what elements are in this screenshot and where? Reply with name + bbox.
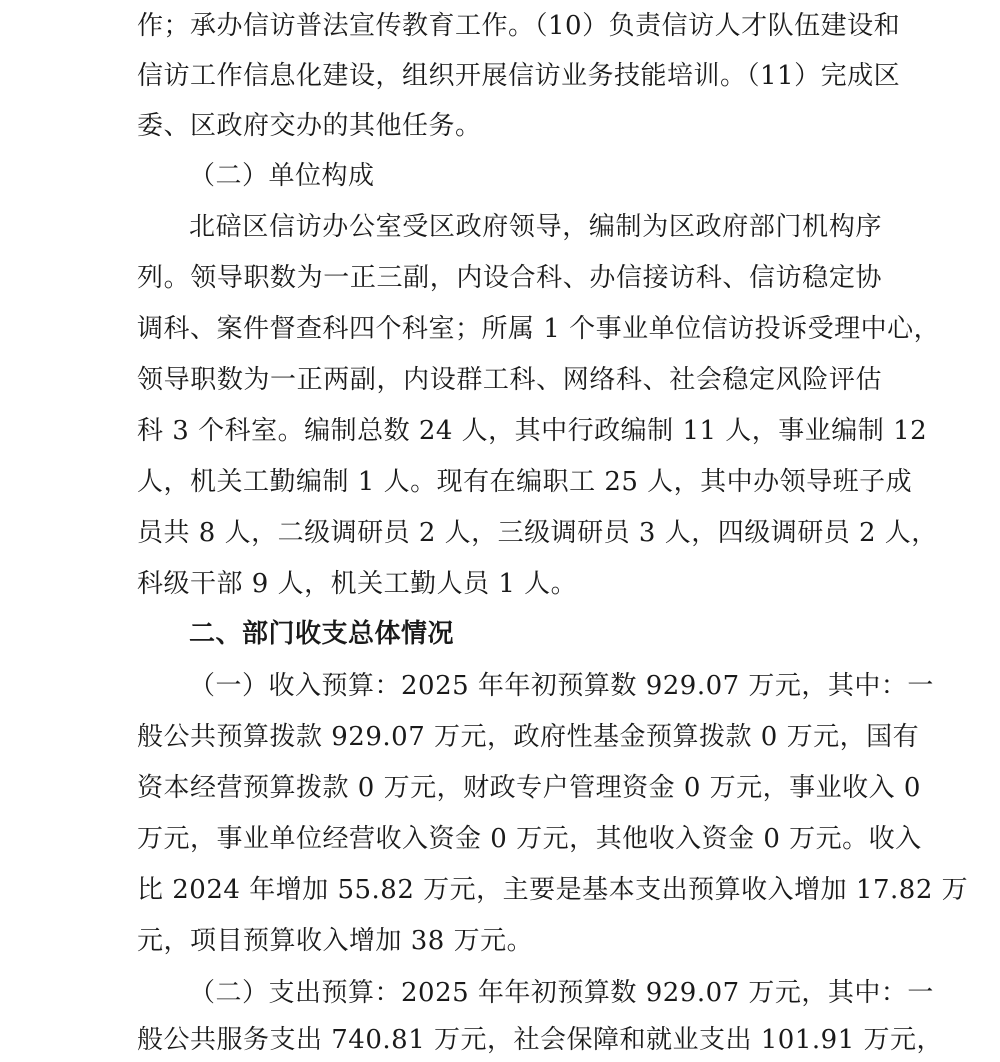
paragraph-line: 资本经营预算拨款 0 万元，财政专户管理资金 0 万元，事业收入 0: [137, 773, 921, 803]
paragraph-line: 作；承办信访普法宣传教育工作。（10）负责信访人才队伍建设和: [137, 11, 901, 41]
paragraph-line: 万元，事业单位经营收入资金 0 万元，其他收入资金 0 万元。收入: [137, 824, 922, 854]
paragraph-line: 委、区政府交办的其他任务。: [137, 111, 482, 141]
paragraph-line: 人，机关工勤编制 1 人。现有在编职工 25 人，其中办领导班子成: [137, 467, 913, 497]
section-heading-budget-overview: 二、部门收支总体情况: [189, 619, 455, 649]
paragraph-line: 列。领导职数为一正三副，内设合科、办信接访科、信访稳定协: [137, 263, 882, 293]
paragraph-line: 元，项目预算收入增加 38 万元。: [137, 926, 534, 956]
paragraph-line: （一）收入预算：2025 年年初预算数 929.07 万元，其中：一: [189, 671, 934, 701]
paragraph-line: 般公共服务支出 740.81 万元，社会保障和就业支出 101.91 万元，: [137, 1025, 944, 1055]
paragraph-line: 领导职数为一正两副，内设群工科、网络科、社会稳定风险评估: [137, 365, 882, 395]
paragraph-line: 信访工作信息化建设，组织开展信访业务技能培训。（11）完成区: [137, 61, 901, 91]
paragraph-line: 比 2024 年增加 55.82 万元，主要是基本支出预算收入增加 17.82 万: [137, 875, 969, 905]
paragraph-line: （二）支出预算：2025 年年初预算数 929.07 万元，其中：一: [189, 978, 934, 1008]
paragraph-line: 般公共预算拨款 929.07 万元，政府性基金预算拨款 0 万元，国有: [137, 722, 920, 752]
paragraph-line: 调科、案件督查科四个科室；所属 1 个事业单位信访投诉受理中心，: [137, 314, 941, 344]
paragraph-line: 员共 8 人，二级调研员 2 人，三级调研员 3 人，四级调研员 2 人，: [137, 518, 938, 548]
paragraph-line: 北碚区信访办公室受区政府领导，编制为区政府部门机构序: [189, 212, 882, 242]
paragraph-line: 科级干部 9 人，机关工勤人员 1 人。: [137, 569, 578, 599]
paragraph-line: 科 3 个科室。编制总数 24 人，其中行政编制 11 人，事业编制 12: [137, 416, 928, 446]
section-subheading-unit-structure: （二）单位构成: [189, 161, 375, 191]
